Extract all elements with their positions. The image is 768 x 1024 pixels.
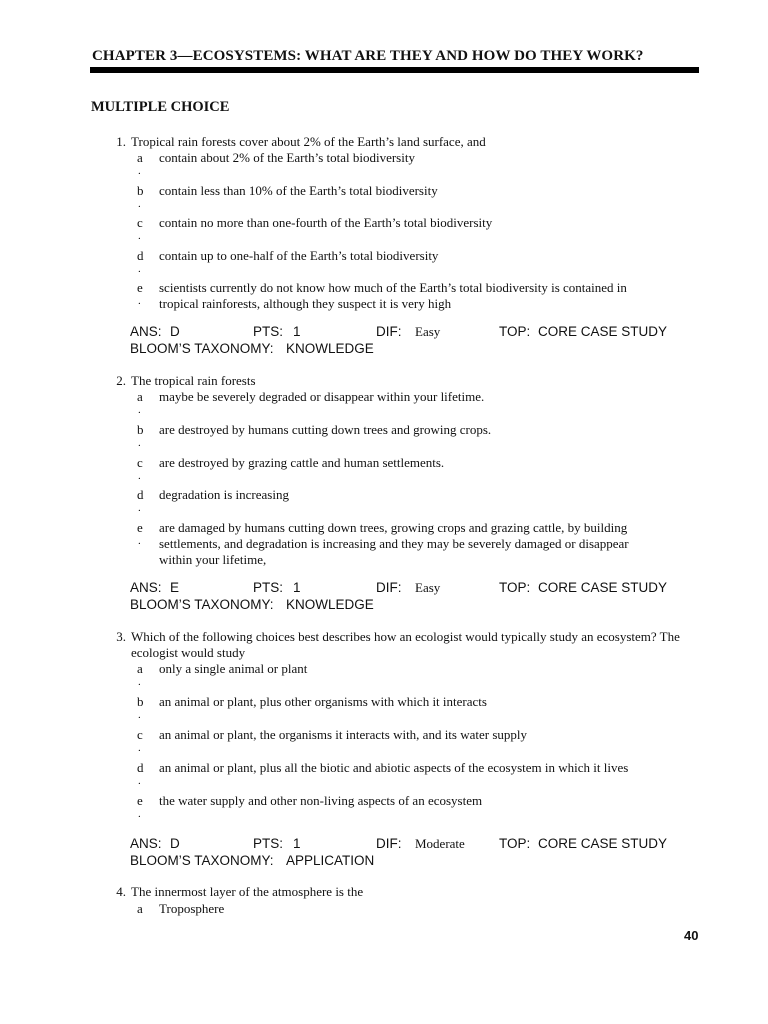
question-number: 4. (116, 884, 126, 899)
option-dot: . (138, 437, 141, 449)
question-text: Tropical rain forests cover about 2% of the Earth’s land surface, and (131, 134, 486, 149)
option-letter: c (137, 455, 143, 470)
top-value: CORE CASE STUDY (538, 324, 668, 339)
option-dot: . (138, 263, 141, 275)
question-number: 1. (116, 134, 126, 149)
bloom-value: APPLICATION (286, 853, 375, 868)
option-text: scientists currently do not know how much of the Earth’s total biodiversity is contained in tropical rainforests, although they suspect it is very high (159, 280, 627, 311)
top-label: TOP: (499, 324, 531, 339)
option-letter: d (137, 248, 144, 263)
option-dot: . (138, 198, 141, 210)
option-letter: a (137, 389, 143, 404)
dif-value: Easy (415, 324, 441, 339)
bloom-value: KNOWLEDGE (286, 597, 374, 612)
option-dot: . (138, 676, 141, 688)
pts-label: PTS: (253, 836, 284, 851)
option-text: an animal or plant, the organisms it interacts with, and its water supply (159, 727, 528, 742)
pts-value: 1 (293, 580, 301, 595)
option-letter: a (137, 661, 143, 676)
bloom-label: BLOOM’S TAXONOMY: (130, 597, 274, 612)
option-letter: b (137, 694, 144, 709)
option-text: only a single animal or plant (159, 661, 308, 676)
option-text: maybe be severely degraded or disappear within your lifetime. (159, 389, 485, 404)
option-dot: . (138, 775, 141, 787)
option-letter: e (137, 280, 143, 295)
option-letter: e (137, 793, 143, 808)
option-text: Troposphere (159, 901, 225, 916)
title-rule (90, 67, 699, 73)
option-text: contain up to one-half of the Earth’s total biodiversity (159, 248, 439, 263)
option-dot: . (138, 470, 141, 482)
option-letter: b (137, 422, 144, 437)
question-text: Which of the following choices best describes how an ecologist would typically study an ecosystem? The ecologist would study (131, 629, 680, 660)
option-letter: b (137, 183, 144, 198)
bloom-value: KNOWLEDGE (286, 341, 374, 356)
bloom-label: BLOOM’S TAXONOMY: (130, 853, 274, 868)
top-value: CORE CASE STUDY (538, 836, 668, 851)
option-dot: . (138, 502, 141, 514)
option-text: are damaged by humans cutting down trees, growing crops and grazing cattle, by building settlements, and degradation is increasing and they may be severely damaged or disappear within your lifetime, (159, 520, 629, 567)
option-letter: e (137, 520, 143, 535)
option-text: contain less than 10% of the Earth’s total biodiversity (159, 183, 438, 198)
top-label: TOP: (499, 580, 531, 595)
option-dot: . (138, 808, 141, 820)
option-dot: . (138, 709, 141, 721)
option-text: degradation is increasing (159, 487, 289, 502)
option-dot: . (138, 535, 141, 547)
pts-value: 1 (293, 836, 301, 851)
option-letter: a (137, 901, 143, 916)
pts-value: 1 (293, 324, 301, 339)
question-number: 3. (116, 629, 126, 644)
ans-value: D (170, 324, 180, 339)
pts-label: PTS: (253, 580, 284, 595)
ans-value: D (170, 836, 180, 851)
option-letter: d (137, 487, 144, 502)
dif-value: Easy (415, 580, 441, 595)
option-letter: a (137, 150, 143, 165)
dif-label: DIF: (376, 836, 402, 851)
top-value: CORE CASE STUDY (538, 580, 668, 595)
option-dot: . (138, 404, 141, 416)
ans-value: E (170, 580, 180, 595)
option-text: an animal or plant, plus all the biotic and abiotic aspects of the ecosystem in which it lives (159, 760, 629, 775)
pts-label: PTS: (253, 324, 284, 339)
option-letter: d (137, 760, 144, 775)
dif-value: Moderate (415, 836, 465, 851)
option-letter: c (137, 727, 143, 742)
option-text: the water supply and other non-living aspects of an ecosystem (159, 793, 483, 808)
option-text: contain about 2% of the Earth’s total biodiversity (159, 150, 415, 165)
chapter-title: CHAPTER 3—ECOSYSTEMS: WHAT ARE THEY AND HOW DO THEY WORK? (92, 48, 644, 64)
option-dot: . (138, 295, 141, 307)
dif-label: DIF: (376, 580, 402, 595)
question-number: 2. (116, 373, 126, 388)
option-letter: c (137, 215, 143, 230)
option-dot: . (138, 742, 141, 754)
option-text: are destroyed by humans cutting down trees and growing crops. (159, 422, 492, 437)
ans-label: ANS: (130, 580, 162, 595)
option-dot: . (138, 165, 141, 177)
page-number: 40 (684, 928, 699, 943)
option-dot: . (138, 230, 141, 242)
ans-label: ANS: (130, 324, 162, 339)
dif-label: DIF: (376, 324, 402, 339)
section-heading: MULTIPLE CHOICE (91, 99, 230, 115)
top-label: TOP: (499, 836, 531, 851)
bloom-label: BLOOM’S TAXONOMY: (130, 341, 274, 356)
ans-label: ANS: (130, 836, 162, 851)
option-text: an animal or plant, plus other organisms with which it interacts (159, 694, 487, 709)
option-text: are destroyed by grazing cattle and human settlements. (159, 455, 445, 470)
option-text: contain no more than one-fourth of the Earth’s total biodiversity (159, 215, 493, 230)
question-text: The innermost layer of the atmosphere is the (131, 884, 364, 899)
question-text: The tropical rain forests (131, 373, 256, 388)
